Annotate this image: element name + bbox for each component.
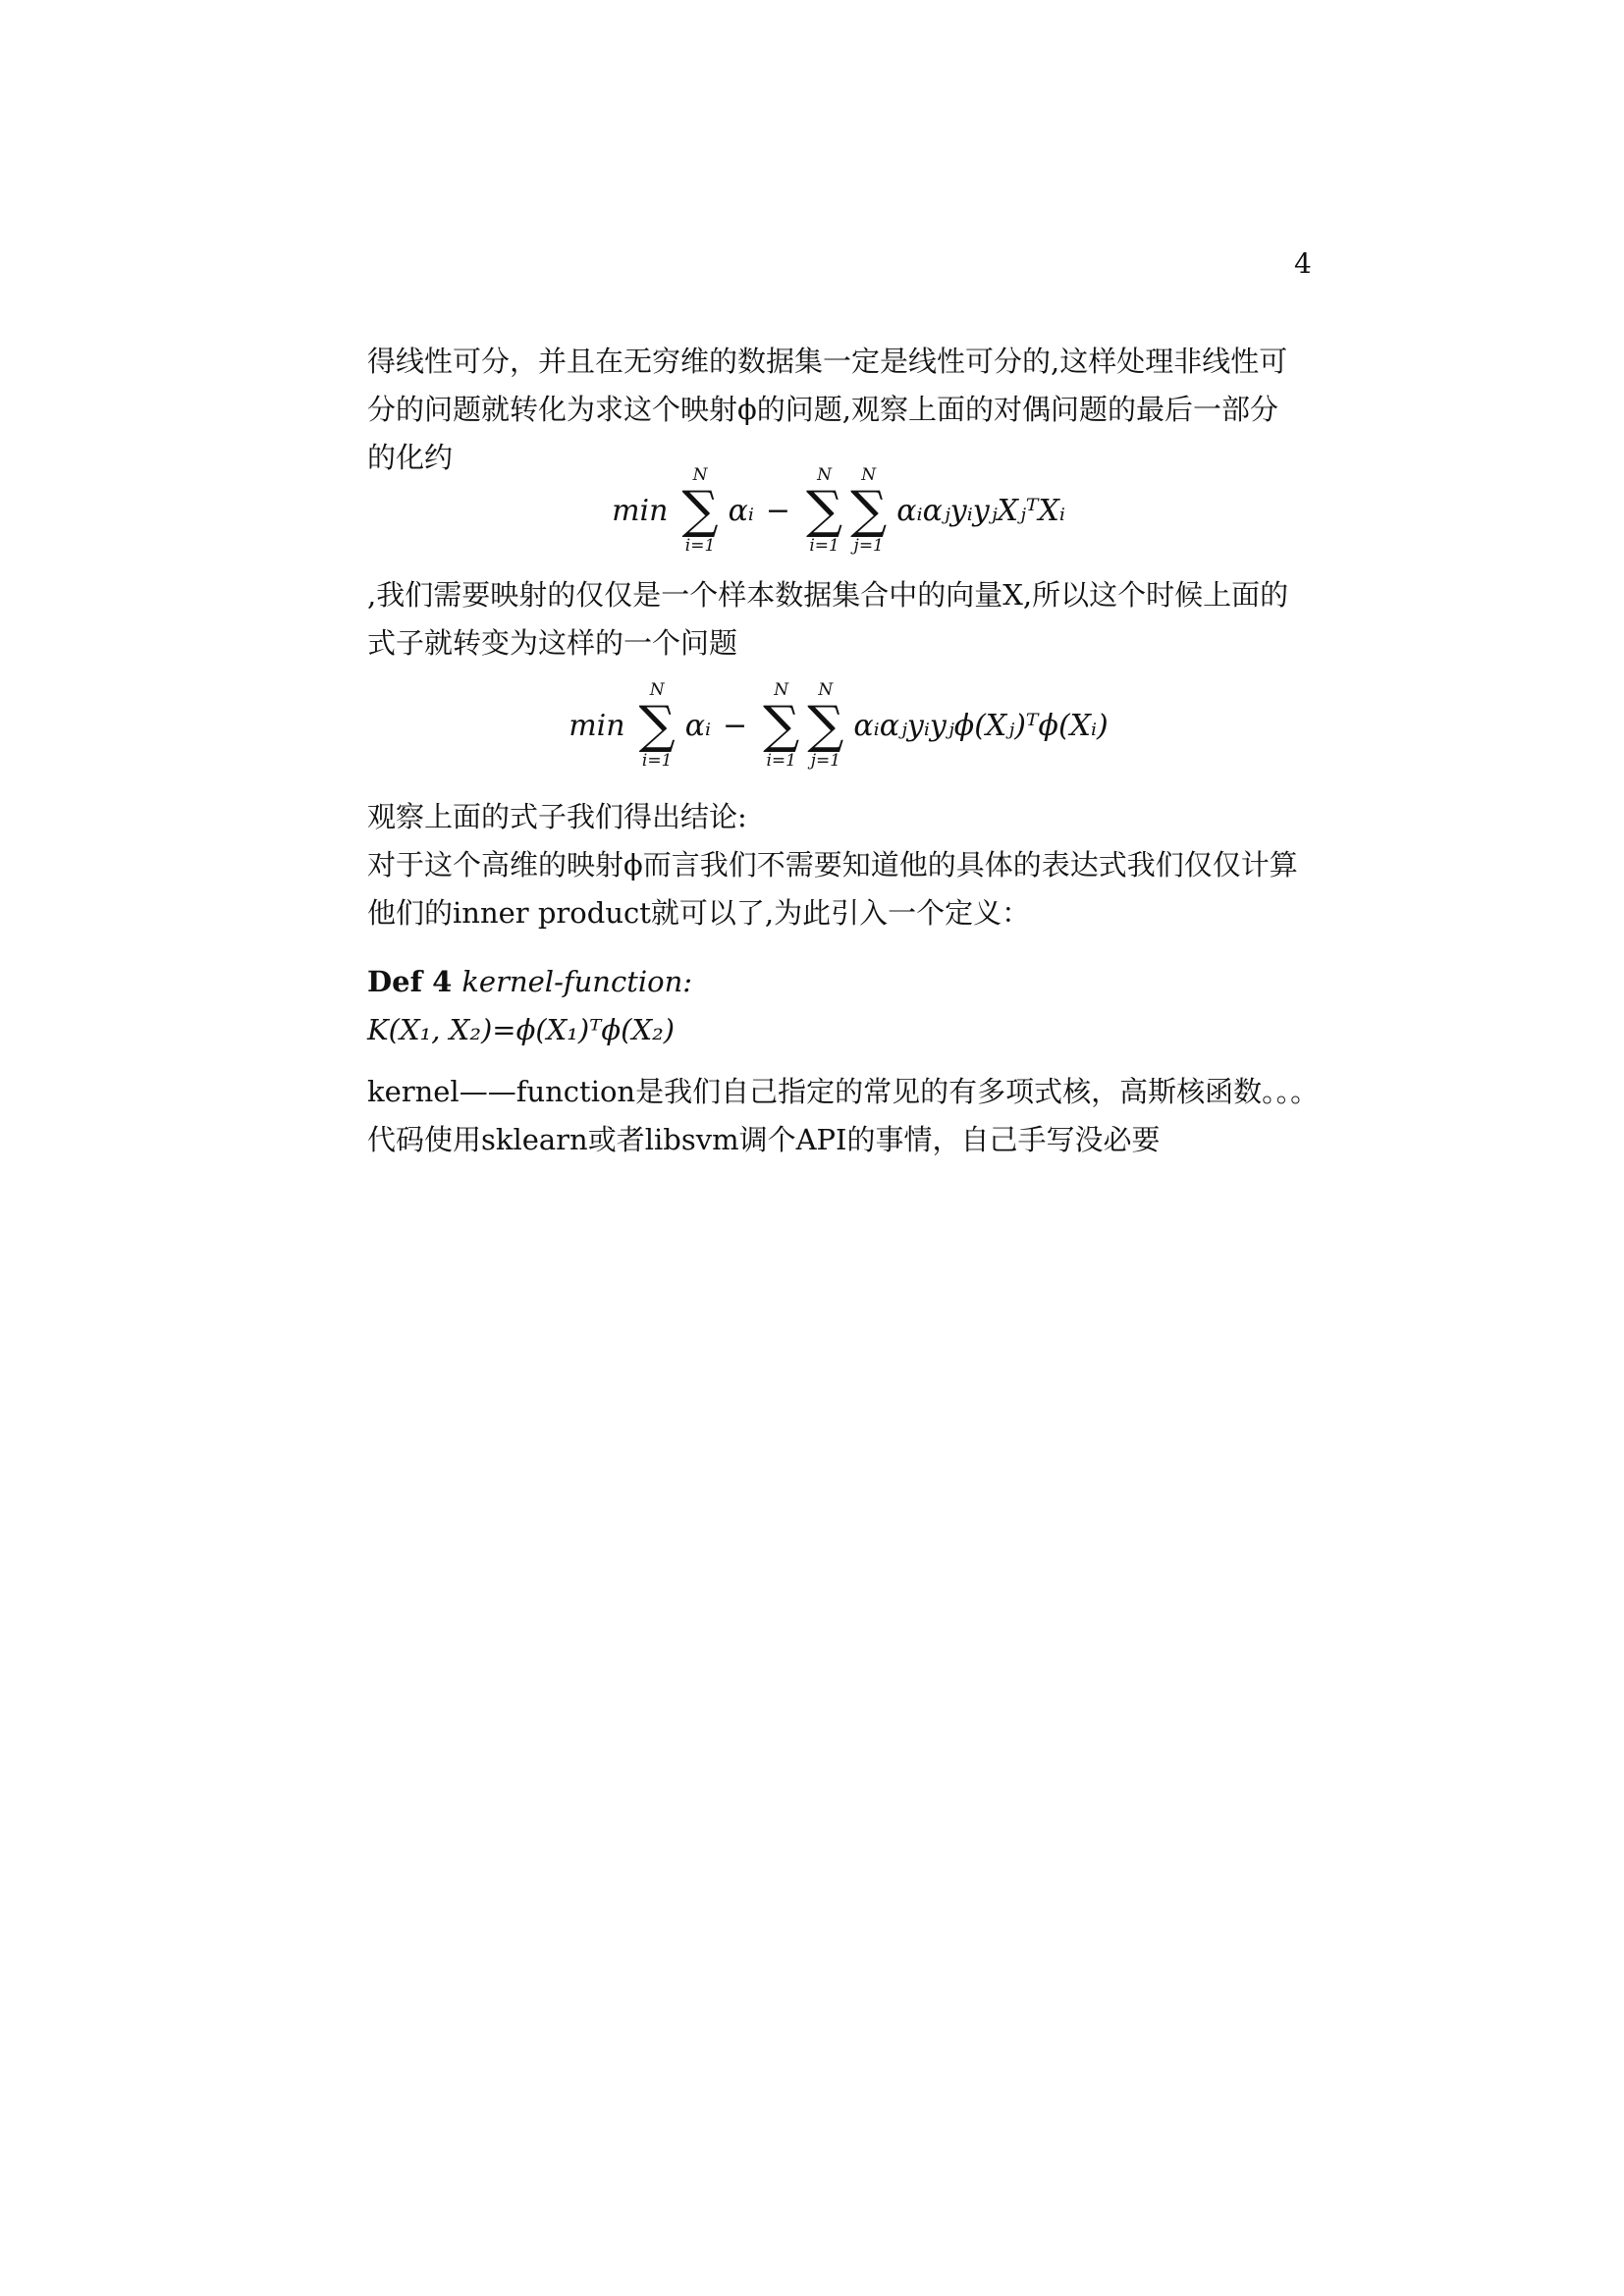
paragraph-intro [367, 338, 1310, 482]
sum-lower-limit: j=1 [810, 751, 841, 771]
sigma-symbol: ∑ [850, 481, 888, 540]
sigma-symbol: ∑ [681, 481, 719, 540]
definition-name: kernel-function: [461, 965, 693, 998]
definition-label: Def 4 [367, 965, 453, 998]
kernel-product-term: αᵢαⱼyᵢyⱼϕ(Xⱼ)ᵀϕ(Xᵢ) [853, 708, 1109, 743]
paragraph-line: 得线性可分，并且在无穷维的数据集一定是线性可分的,这样处理非线性可 [367, 345, 1288, 378]
sum-upper-limit: N [818, 680, 834, 700]
sigma-symbol: ∑ [806, 481, 843, 540]
min-operator: min [568, 708, 625, 743]
minus-sign: − [723, 708, 748, 743]
sigma-symbol: ∑ [638, 696, 676, 755]
summation-j [807, 680, 843, 771]
paragraph-line: kernel——function是我们自己指定的常见的有多项式核，高斯核函数。。。 [367, 1075, 1320, 1108]
paragraph-line: 他们的inner product就可以了,为此引入一个定义： [367, 896, 1031, 930]
sum-upper-limit: N [774, 680, 789, 700]
sum-lower-limit: i=1 [809, 536, 839, 556]
paragraph-line: 观察上面的式子我们得出结论: [367, 800, 747, 833]
dual-product-term: αᵢαⱼyᵢyⱼXⱼᵀXᵢ [896, 493, 1065, 528]
sum-lower-limit: i=1 [766, 751, 796, 771]
definition-header [367, 958, 1310, 1006]
paragraph-mapping [367, 571, 1310, 667]
sum-lower-limit: j=1 [853, 536, 884, 556]
paragraph-line: 式子就转变为这样的一个问题 [367, 626, 738, 660]
summation-i [806, 465, 842, 556]
sigma-symbol: ∑ [763, 696, 800, 755]
alpha-term: αᵢ [728, 493, 754, 528]
summation-i [681, 465, 718, 556]
paragraph-line: 代码使用sklearn或者libsvm调个API的事情，自己手写没必要 [367, 1123, 1161, 1156]
kernelized-objective-equation [367, 680, 1310, 771]
paragraph-line: ,我们需要映射的仅仅是一个样本数据集合中的向量X,所以这个时候上面的 [367, 578, 1289, 612]
paragraph-conclusion [367, 793, 1310, 937]
summation-j [850, 465, 887, 556]
minus-sign: − [765, 493, 791, 528]
alpha-term: αᵢ [684, 708, 712, 743]
sum-lower-limit: i=1 [684, 536, 716, 556]
sum-upper-limit: N [817, 465, 833, 485]
paragraph-line: 分的问题就转化为求这个映射ϕ的问题,观察上面的对偶问题的最后一部分 [367, 393, 1278, 426]
sum-upper-limit: N [861, 465, 877, 485]
definition-block [367, 958, 1310, 1054]
paragraph-kernel-notes [367, 1068, 1320, 1164]
sum-lower-limit: i=1 [641, 751, 673, 771]
dual-objective-equation [367, 465, 1310, 556]
paragraph-line: 的化约 [367, 441, 454, 474]
summation-i [639, 680, 676, 771]
summation-i [763, 680, 799, 771]
page-number: 4 [1294, 247, 1312, 280]
sum-upper-limit: N [692, 465, 708, 485]
min-operator: min [612, 493, 669, 528]
kernel-formula: K(X₁, X₂)=ϕ(X₁)ᵀϕ(X₂) [367, 1013, 676, 1046]
sigma-symbol: ∑ [807, 696, 844, 755]
paragraph-line: 对于这个高维的映射ϕ而言我们不需要知道他的具体的表达式我们仅仅计算 [367, 848, 1298, 881]
sum-upper-limit: N [649, 680, 665, 700]
